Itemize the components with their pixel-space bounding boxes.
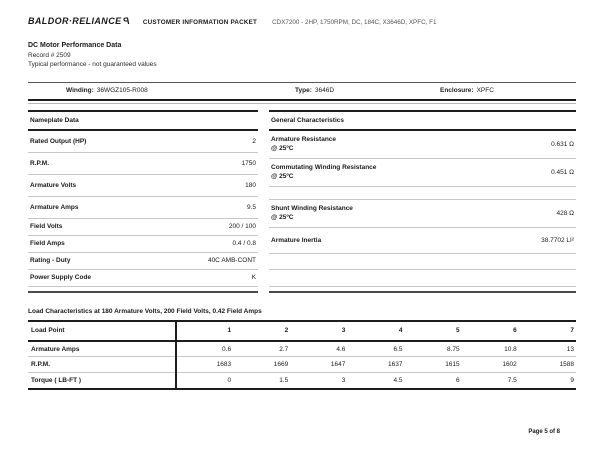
column-header: 5: [405, 321, 462, 341]
nameplate-rows: [28, 131, 258, 287]
row-value: 0.4 / 0.8: [232, 240, 256, 248]
table-row: [28, 253, 258, 270]
cell-value: 1669: [233, 357, 290, 373]
top-header: [28, 16, 576, 26]
table-row: [28, 236, 258, 253]
record-number: Record # 2509: [28, 51, 71, 59]
cell-value: 2.7: [233, 341, 290, 357]
table-row: [28, 131, 258, 153]
title-block: [28, 41, 576, 69]
row-label: Torque ( LB-FT ): [28, 373, 176, 389]
winding-bar: [28, 82, 576, 102]
row-label: Field Volts: [30, 223, 63, 231]
row-label: R.P.M.: [30, 159, 50, 167]
cell-value: 13: [519, 341, 576, 357]
baldor-reliance-logo: [28, 16, 129, 26]
nameplate-section: [28, 110, 258, 293]
column-header: Load Point: [28, 321, 176, 341]
row-value: 180: [245, 181, 256, 189]
cell-value: 1602: [462, 357, 519, 373]
row-value: 200 / 100: [228, 223, 256, 231]
column-header: 2: [233, 321, 290, 341]
general-rows: [269, 131, 576, 287]
winding-field: [28, 87, 295, 94]
row-value: 0.451 Ω: [551, 168, 574, 176]
cell-value: 6.5: [347, 341, 404, 357]
winding-label: Winding:: [66, 87, 94, 95]
page-number: Page 5 of 8: [528, 429, 560, 435]
type-label: Type:: [295, 87, 312, 95]
row-label-line1: Shunt Winding Resistance: [271, 205, 353, 213]
section-bottom-rule: [28, 287, 258, 293]
divider-line: [28, 103, 576, 104]
table-header-row: [28, 321, 576, 341]
cell-value: 1615: [405, 357, 462, 373]
page-title: DC Motor Performance Data: [28, 42, 122, 49]
row-label: [271, 163, 376, 182]
load-characteristics-heading: Load Characteristics at 180 Armature Volts, 200 Field Volts, 0.42 Field Amps: [28, 307, 262, 315]
enclosure-value: XPFC: [476, 87, 494, 95]
enclosure-label: Enclosure:: [440, 87, 474, 95]
row-value: K: [251, 274, 256, 282]
cell-value: 0: [227, 377, 232, 385]
enclosure-field: [440, 87, 576, 94]
cell-value: 4.5: [393, 377, 403, 385]
cell-value: 1.5: [279, 377, 289, 385]
cell-value: 6: [456, 377, 460, 385]
type-field: [295, 87, 440, 94]
row-label: Rating - Duty: [30, 257, 71, 265]
table-row: [269, 228, 576, 254]
section-bottom-rule: [269, 287, 576, 293]
row-label: Armature Volts: [30, 181, 77, 189]
cell-value: 1683: [176, 357, 233, 373]
row-label: Field Amps: [30, 240, 65, 248]
row-label-line2: @ 25ºC: [271, 173, 294, 181]
empty-row: [269, 254, 576, 270]
row-label: Armature Amps: [30, 203, 79, 211]
winding-value: 36WGZ105-R008: [96, 87, 148, 95]
table-row: [28, 357, 576, 373]
row-value: 38.7702 LI²: [541, 236, 574, 244]
nameplate-heading: Nameplate Data: [28, 110, 258, 131]
row-label-line1: Commutating Winding Resistance: [271, 164, 377, 172]
cell-value: 1637: [347, 357, 404, 373]
table-row: [269, 200, 576, 228]
empty-row: [269, 270, 576, 287]
motor-spec-line: CDX7200 - 2HP, 1750RPM, DC, 184C, X3646D, XPFC, F1: [272, 19, 437, 26]
row-label: Rated Output (HP): [30, 137, 87, 145]
cell-value: 7.5: [507, 377, 517, 385]
table-row: [269, 131, 576, 159]
cell-value: 10.8: [462, 341, 519, 357]
column-header: 4: [347, 321, 404, 341]
empty-row: [269, 187, 576, 200]
cell-value: 1588: [519, 357, 576, 373]
row-value: 40C AMB-CONT: [207, 257, 256, 265]
performance-note: Typical performance - not guaranteed values: [28, 60, 157, 68]
row-label: R.P.M.: [28, 357, 176, 373]
row-value: 9.5: [246, 203, 256, 211]
row-label: [271, 204, 353, 223]
table-row: [28, 153, 258, 175]
row-label: Power Supply Code: [30, 274, 92, 282]
table-row: [269, 159, 576, 187]
cell-value: 8.75: [405, 341, 462, 357]
load-characteristics-table: [28, 320, 576, 390]
type-value: 3646D: [314, 87, 335, 95]
data-columns: [28, 110, 576, 293]
table-row: [28, 270, 258, 287]
cell-value: 9: [570, 377, 574, 385]
row-label-line2: @ 25ºC: [271, 214, 294, 222]
packet-label: CUSTOMER INFORMATION PACKET: [142, 19, 258, 26]
cell-value: 4.6: [290, 341, 347, 357]
column-header: 6: [462, 321, 519, 341]
row-value: 1750: [241, 159, 256, 167]
cell-value: 1647: [290, 357, 347, 373]
cell-value: 0.6: [176, 341, 233, 357]
table-row: [28, 219, 258, 236]
row-value: 428 Ω: [556, 209, 574, 217]
table-row: [28, 341, 576, 357]
table-row: [28, 175, 258, 197]
row-label: Armature Amps: [28, 341, 176, 357]
column-header: 3: [290, 321, 347, 341]
brand-mark-reversed-p: P: [122, 16, 129, 26]
general-characteristics-section: [269, 110, 576, 293]
column-header: 1: [176, 321, 233, 341]
row-label-line1: Armature Resistance: [271, 136, 337, 144]
row-label: Armature Inertia: [271, 236, 322, 244]
row-value: 2: [252, 137, 256, 145]
column-header: 7: [519, 321, 576, 341]
table-row: [28, 197, 258, 219]
table-row: [28, 373, 576, 389]
cell-value: 3: [341, 377, 346, 385]
row-label: [271, 135, 336, 154]
general-heading: General Characteristics: [269, 110, 576, 131]
brand-text: BALDOR·RELIANCE: [28, 16, 122, 26]
row-label-line2: @ 25ºC: [271, 145, 294, 153]
row-value: 0.631 Ω: [551, 140, 574, 148]
